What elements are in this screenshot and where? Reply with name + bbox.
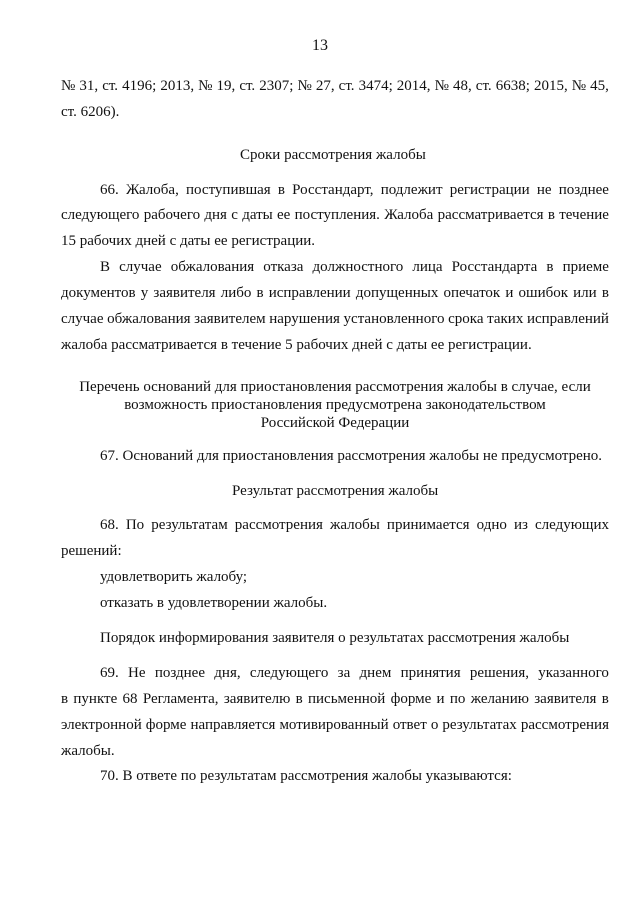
word: за [337,665,351,681]
word: электронной [61,717,142,733]
section-heading-suspend-line-1: Перечень оснований для приостановления рассмотрения жалобы в случае, если [79,379,591,395]
word: 27, [315,78,335,94]
word: рабочего [143,207,201,223]
word: заявителя [153,285,216,301]
word: обжалования [107,311,191,327]
word: 6638; [495,78,530,94]
word: заявителем [194,311,266,327]
word: 45, [590,78,609,94]
word: исправлений [526,311,609,327]
word: 2013, [160,78,195,94]
word: поступления. [294,207,380,223]
word: лица [412,259,443,275]
word: течение [559,207,609,223]
word: по [449,691,466,707]
word: должностного [312,259,404,275]
reference-line-2: ст. 6206). [61,104,120,120]
decision-option-2: отказать в удовлетворении жалобы. [100,595,328,611]
word: приеме [562,259,609,275]
word: регистрации [449,182,530,198]
word: срока [448,311,484,327]
word: 2014, [396,78,431,94]
word: По [125,517,145,533]
word: даты [242,207,273,223]
word: и [436,691,445,707]
word: результатах [442,717,517,733]
paragraph-66b-line-3 [61,310,609,328]
word: ее [277,207,291,223]
decision-option-1: удовлетворить жалобу; [100,569,248,585]
section-heading-suspend-line-3: Российской Федерации [260,415,410,431]
word: принимается [386,517,470,533]
word: письменной [308,691,386,707]
word: ст. [475,78,492,94]
word: в [295,691,303,707]
word: 4196; [122,78,157,94]
section-heading-inform: Порядок информирования заявителя о результатах рассмотрения жалобы [100,630,570,646]
word: решения, [469,665,529,681]
paragraph-66-line-1 [100,181,609,199]
word: обжалования [170,259,255,275]
word: рассмотрения [520,717,609,733]
word: ст. [239,78,256,94]
paragraph-68-line-1 [100,516,609,534]
word: нарушения [269,311,340,327]
word: рассматривается [437,207,544,223]
word: 69. [100,665,119,681]
word: дня, [214,665,241,681]
paragraph-68-line-2: решений: [61,543,122,559]
word: пункте [73,691,118,707]
word: следующего [249,665,329,681]
word: в [61,691,69,707]
paragraph-66-line-3: 15 рабочих дней с даты ее регистрации. [61,233,316,249]
word: ошибок [518,285,569,301]
word: следующих [534,517,609,533]
word: указанного [538,665,609,681]
page-number: 13 [312,37,328,54]
word: 31, [79,78,99,94]
paragraph-69-line-3 [61,716,609,734]
word: или [573,285,597,301]
word: Жалоба [384,207,434,223]
word: 48, [452,78,472,94]
word: жалобы [329,517,380,533]
word: форме [390,691,432,707]
word: в [277,182,285,198]
word: ст. [338,78,355,94]
word: о [430,717,439,733]
word: рассмотрения [234,517,323,533]
reference-line-1 [61,77,609,95]
word: с [231,207,238,223]
word: исправлении [268,285,351,301]
word: Не [128,665,146,681]
word: из [513,517,528,533]
word: Регламента, [142,691,219,707]
word: Жалоба, [125,182,179,198]
word: одно [476,517,507,533]
word: подлежит [380,182,443,198]
word: следующего [61,207,140,223]
paragraph-69-line-2 [61,690,609,708]
word: результатам [151,517,228,533]
word: № [434,78,449,94]
paragraph-70: 70. В ответе по результатам рассмотрения жалобы указываются: [100,768,512,784]
word: № [297,78,312,94]
word: отказа [263,259,304,275]
word: ст. [102,78,119,94]
word: случае [119,259,162,275]
paragraph-69-line-1 [100,664,609,682]
paragraph-67: 67. Оснований для приостановления рассмотрения жалобы не предусмотрено. [100,448,603,464]
word: Росстандарта [451,259,538,275]
section-heading-result: Результат рассмотрения жалобы [232,483,439,499]
word: у [140,285,149,301]
word: в [546,259,554,275]
word: дня [204,207,227,223]
word: № [198,78,213,94]
word: форме [145,717,187,733]
word: опечаток [443,285,501,301]
word: в [601,691,609,707]
word: ответ [392,717,427,733]
word: 68 [122,691,138,707]
word: в [601,285,609,301]
word: желанию [470,691,529,707]
word: либо [220,285,252,301]
word: не [536,182,552,198]
word: установленного [343,311,445,327]
word: заявителя [534,691,597,707]
word: в [256,285,264,301]
paragraph-66-line-2 [61,206,609,224]
paragraph-69-line-4: жалобы. [61,743,115,759]
word: направляется [190,717,276,733]
section-heading-suspend-line-2: возможность приостановления предусмотрена законодательством [124,397,546,413]
word: днем [359,665,392,681]
word: случае [61,311,104,327]
word: 19, [216,78,236,94]
word: допущенных [355,285,439,301]
word: 2015, [533,78,568,94]
word: 2307; [259,78,294,94]
word: мотивированный [279,717,389,733]
word: № [571,78,587,94]
word: документов [61,285,136,301]
word: № [61,78,76,94]
word: 68. [100,517,119,533]
word: позднее [154,665,205,681]
section-heading-terms: Сроки рассмотрения жалобы [240,147,426,163]
word: поступившая [186,182,271,198]
paragraph-66b-line-4: жалоба рассматривается в течение 5 рабочих дней с даты ее регистрации. [61,337,532,353]
word: В [100,259,111,275]
word: заявителю [223,691,291,707]
paragraph-66b-line-1 [100,258,609,276]
word: таких [487,311,524,327]
word: и [505,285,514,301]
word: принятия [400,665,461,681]
word: Росстандарт, [292,182,374,198]
word: 66. [100,182,119,198]
paragraph-66b-line-2 [61,284,609,302]
word: 3474; [358,78,393,94]
word: позднее [558,182,609,198]
word: в [547,207,555,223]
